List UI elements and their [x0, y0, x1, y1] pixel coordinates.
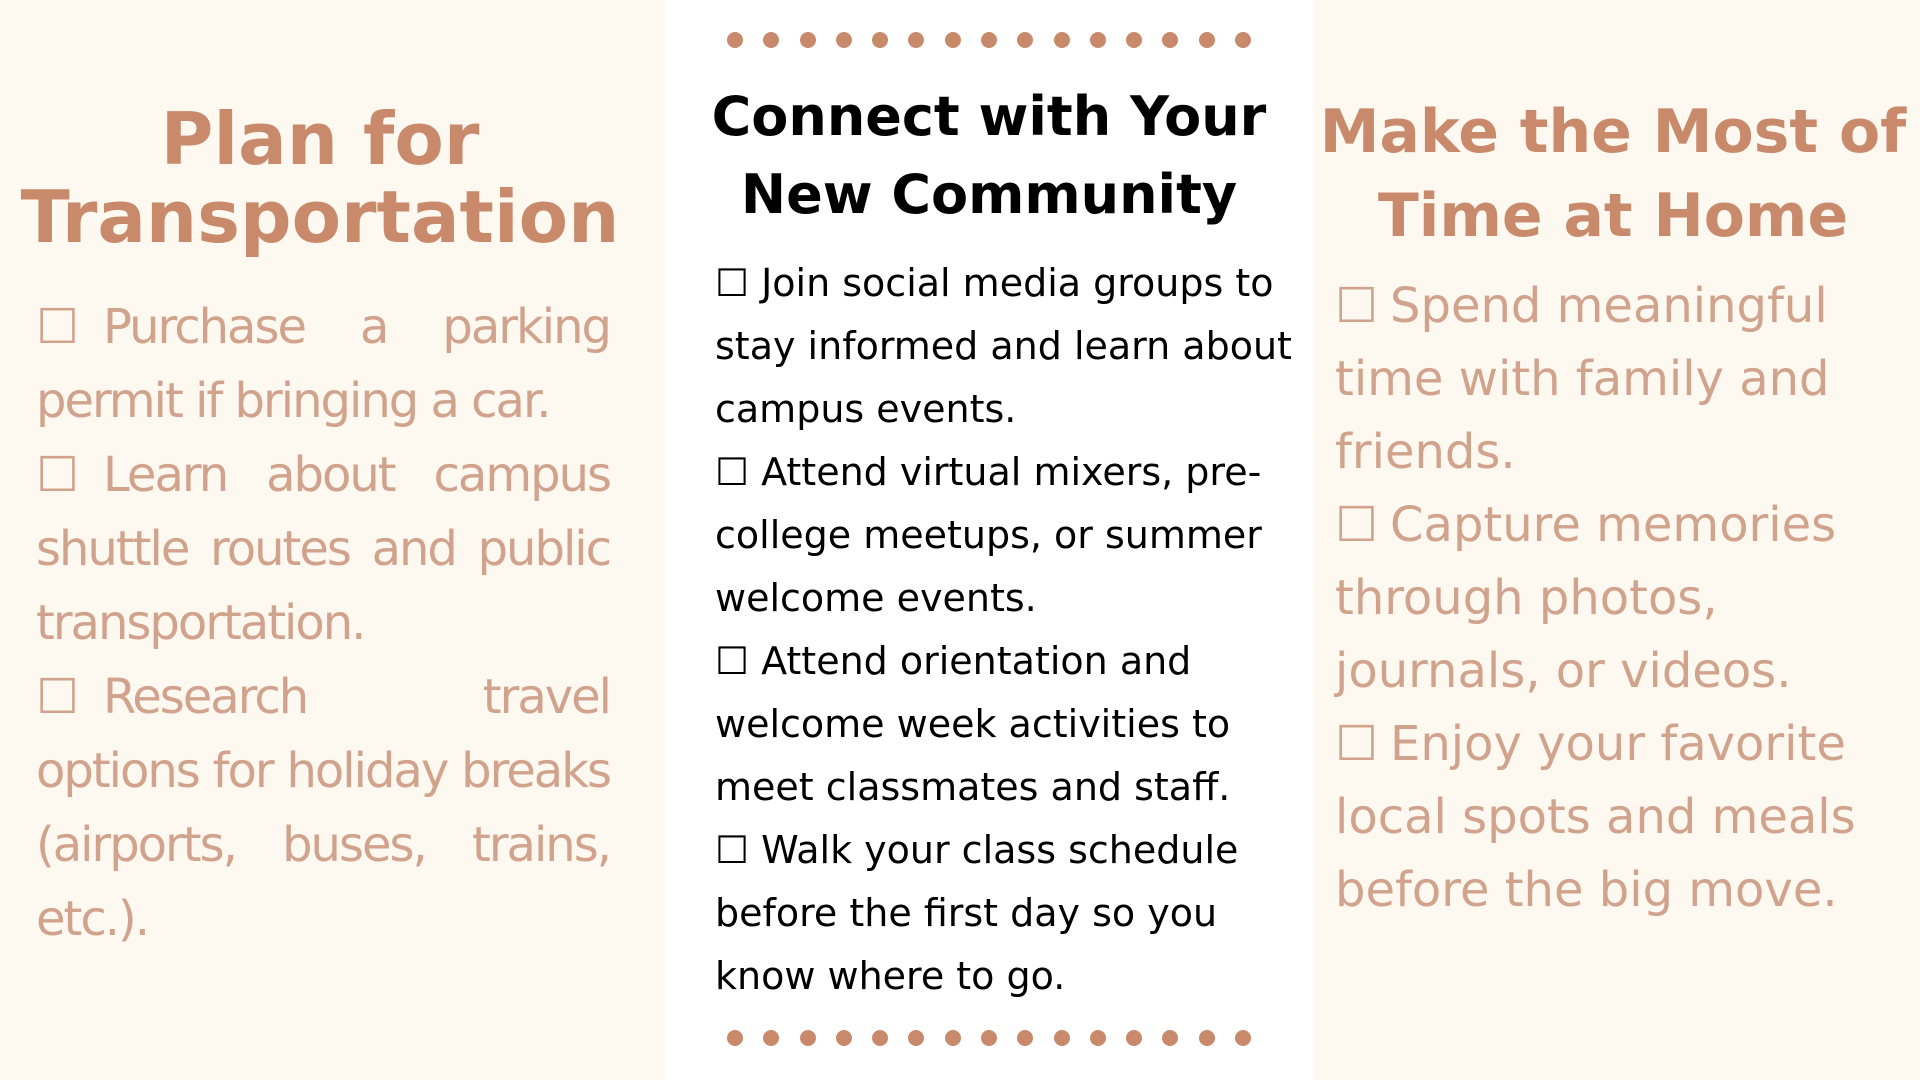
list-item — [1335, 270, 1915, 489]
divider-dot — [872, 1030, 888, 1046]
list-item — [715, 252, 1295, 441]
list-item-text: Capture memories through photos, journals, or videos. — [1335, 497, 1837, 699]
checkbox-icon: ☐ — [715, 828, 750, 872]
checkbox-icon: ☐ — [1335, 278, 1379, 334]
divider-dot — [945, 32, 961, 48]
list-item — [1335, 708, 1915, 927]
transportation-heading: Plan for Transportation — [20, 97, 620, 259]
divider-dot — [836, 32, 852, 48]
divider-dot — [1162, 32, 1178, 48]
bottom-dot-divider — [725, 1028, 1253, 1048]
divider-dot — [1235, 1030, 1251, 1046]
list-item-text: Attend orientation and welcome week activities to meet classmates and staff. — [715, 639, 1231, 809]
home-time-heading: Make the Most of Time at Home — [1319, 97, 1907, 251]
divider-dot — [908, 32, 924, 48]
checkbox-icon: ☐ — [1335, 716, 1379, 772]
checkbox-icon: ☐ — [36, 299, 78, 355]
divider-dot — [872, 32, 888, 48]
transportation-column — [0, 0, 665, 1080]
community-heading: Connect with Your New Community — [711, 85, 1267, 226]
divider-dot — [1017, 1030, 1033, 1046]
transportation-list — [36, 290, 610, 956]
list-item — [715, 630, 1295, 819]
divider-dot — [908, 1030, 924, 1046]
list-item — [715, 819, 1295, 1008]
divider-dot — [800, 1030, 816, 1046]
list-item-text: Enjoy your favorite local spots and meals before the big move. — [1335, 716, 1856, 918]
divider-dot — [1090, 1030, 1106, 1046]
list-item-text: Learn about campus shuttle routes and public transportation. — [36, 447, 610, 651]
divider-dot — [727, 1030, 743, 1046]
top-dot-divider — [725, 30, 1253, 50]
list-item-text: Join social media groups to stay informed and learn about campus events. — [715, 261, 1292, 431]
divider-dot — [945, 1030, 961, 1046]
divider-dot — [1126, 1030, 1142, 1046]
divider-dot — [1090, 32, 1106, 48]
list-item-text: Research travel options for holiday breaks (airports, buses, trains, etc.). — [36, 669, 610, 947]
checkbox-icon: ☐ — [715, 450, 750, 494]
list-item — [1335, 489, 1915, 708]
list-item — [36, 660, 610, 956]
list-item — [36, 438, 610, 660]
divider-dot — [763, 1030, 779, 1046]
divider-dot — [1126, 32, 1142, 48]
divider-dot — [1162, 1030, 1178, 1046]
home-time-column — [1313, 0, 1920, 1080]
divider-dot — [763, 32, 779, 48]
list-item-text: Purchase a parking permit if bringing a car. — [36, 299, 610, 429]
checkbox-icon: ☐ — [1335, 497, 1379, 553]
divider-dot — [836, 1030, 852, 1046]
checkbox-icon: ☐ — [715, 261, 750, 305]
list-item — [36, 290, 610, 438]
checkbox-icon: ☐ — [36, 447, 78, 503]
divider-dot — [1054, 32, 1070, 48]
divider-dot — [981, 1030, 997, 1046]
divider-dot — [1017, 32, 1033, 48]
home-time-list — [1335, 270, 1915, 927]
checkbox-icon: ☐ — [36, 669, 78, 725]
divider-dot — [1199, 1030, 1215, 1046]
divider-dot — [1054, 1030, 1070, 1046]
divider-dot — [1199, 32, 1215, 48]
list-item-text: Attend virtual mixers, pre-college meetups, or summer welcome events. — [715, 450, 1262, 620]
divider-dot — [727, 32, 743, 48]
divider-dot — [981, 32, 997, 48]
list-item-text: Spend meaningful time with family and friends. — [1335, 278, 1830, 480]
divider-dot — [1235, 32, 1251, 48]
community-column — [665, 0, 1313, 1080]
list-item-text: Walk your class schedule before the first day so you know where to go. — [715, 828, 1239, 998]
checkbox-icon: ☐ — [715, 639, 750, 683]
divider-dot — [800, 32, 816, 48]
list-item — [715, 441, 1295, 630]
community-list — [715, 252, 1295, 1008]
